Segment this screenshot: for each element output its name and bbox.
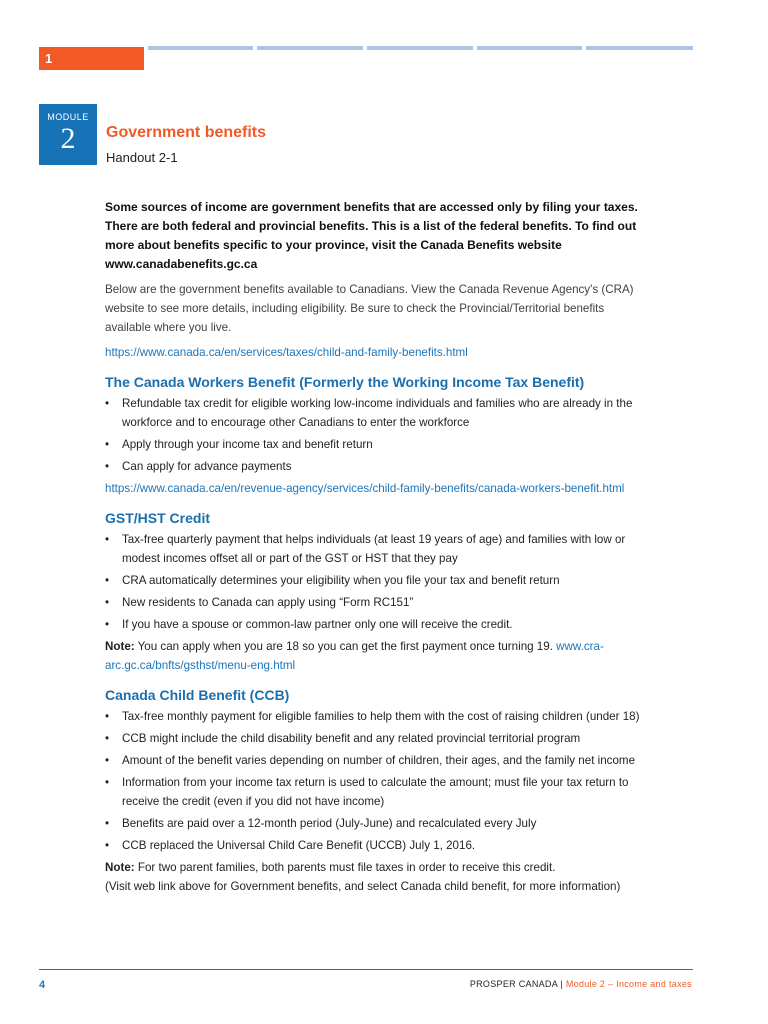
cwb-link[interactable]: https://www.canada.ca/en/revenue-agency/services/child-family-benefits/canada-workers-benefit.html [105,482,625,495]
note-label: Note: [105,640,135,653]
ccb-list [105,707,650,855]
list-item: • Can apply for advance payments [105,460,292,473]
progress-segment [586,46,693,50]
list-item: • Refundable tax credit for eligible working low-income individuals and families who are already in the workforce and to encourage other Canadians to enter the workforce [105,397,633,429]
list-item: • Tax-free quarterly payment that helps individuals (at least 19 years of age) and families with low or modest incomes offset all or part of the GST or HST that they pay [105,533,626,565]
list-item: • Amount of the benefit varies depending on number of children, their ages, and the family net income [105,754,636,767]
handout-label: Handout 2-1 [106,150,178,165]
ccb-note [105,858,650,877]
page-number: 4 [39,979,46,991]
benefits-link[interactable]: https://www.canada.ca/en/services/taxes/child-and-family-benefits.html [105,346,468,359]
section-heading-cwb: The Canada Workers Benefit (Formerly the Working Income Tax Benefit) [105,374,585,390]
cwb-list [105,394,650,476]
footer-module-ref: Module 2 – Income and taxes [565,979,692,989]
intro-paragraph: Some sources of income are government benefits that are accessed only by filing your taxes. There are both federal and provincial benefits. This is a list of the federal benefits. To find out more about benefits specific to your province, visit the Canada Benefits website www.canadabenefits.gc.ca [105,200,638,271]
footer-info [470,979,692,989]
progress-segment [148,46,253,50]
footer-org: PROSPER CANADA [469,979,558,989]
footer-separator: | [560,979,563,989]
progress-segment [257,46,363,50]
note-text: You can apply when you are 18 so you can get the first payment once turning 19. [137,640,553,653]
list-item: • Information from your income tax return is used to calculate the amount; must file your tax return to receive the credit (even if you did not have income) [105,776,629,808]
module-number: 2 [60,122,76,155]
list-item: • New residents to Canada can apply using “Form RC151” [105,596,414,609]
main-content [105,198,650,896]
list-item: • CRA automatically determines your eligibility when you file your tax and benefit return [105,574,560,587]
note-text: For two parent families, both parents must file taxes in order to receive this credit. [137,861,556,874]
list-item: • Apply through your income tax and benefit return [105,438,373,451]
progress-segment [477,46,582,50]
ccb-extra: (Visit web link above for Government benefits, and select Canada child benefit, for more information) [105,880,621,893]
list-item: • CCB replaced the Universal Child Care Benefit (UCCB) July 1, 2016. [105,839,476,852]
section-heading-ccb: Canada Child Benefit (CCB) [105,687,290,703]
chapter-tab: 1 [39,47,144,70]
module-badge [39,104,97,165]
section-heading-gst: GST/HST Credit [105,510,211,526]
module-label: MODULE [47,112,89,122]
list-item: • Tax-free monthly payment for eligible families to help them with the cost of raising children (under 18) [105,710,640,723]
gst-list [105,530,650,634]
footer-divider [39,969,693,970]
gst-link[interactable]: www.cra-arc.gc.ca/bnfts/gsthst/menu-eng.html [105,640,604,672]
page-title: Government benefits [106,124,267,141]
progress-segment [367,46,473,50]
list-item: • If you have a spouse or common-law partner only one will receive the credit. [105,618,513,631]
note-label: Note: [105,861,135,874]
intro-body: Below are the government benefits available to Canadians. View the Canada Revenue Agency's (CRA) website to see more details, including eligibility. Be sure to check the Provincial/Territorial benefits available where you live. [105,283,634,334]
gst-note [105,637,650,675]
list-item: • Benefits are paid over a 12-month period (July-June) and recalculated every July [105,817,537,830]
list-item: • CCB might include the child disability benefit and any related provincial territorial program [105,732,581,745]
